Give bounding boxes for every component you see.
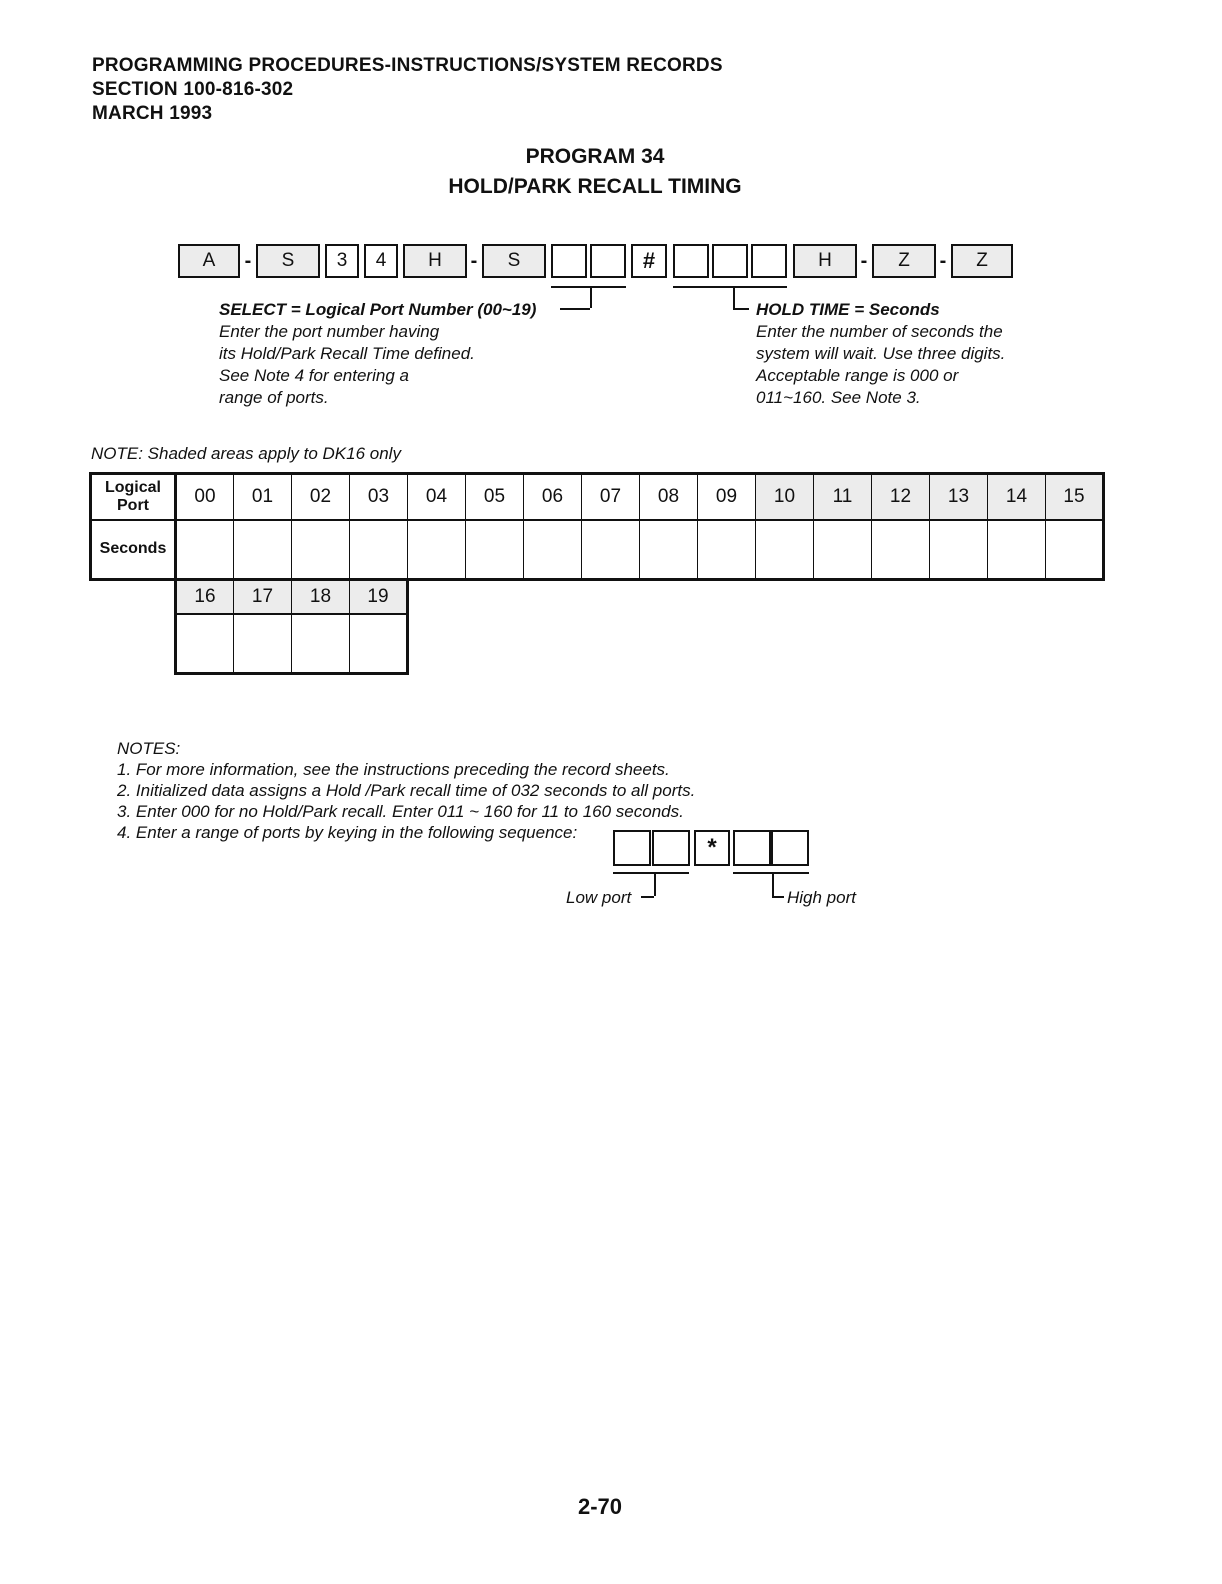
hold-bracket (673, 286, 787, 288)
hold-heading: HOLD TIME = Seconds (756, 300, 940, 319)
select-bracket-arm (560, 308, 590, 310)
key-box-z: Z (872, 244, 936, 278)
table-row (176, 614, 408, 674)
document-header (92, 54, 723, 126)
key-box-3: 3 (325, 244, 359, 278)
header-line-2: SECTION 100-816-302 (92, 79, 294, 100)
table-row (91, 474, 1104, 520)
port-cell-shaded: 16 (176, 580, 234, 614)
port-cell-shaded: 18 (292, 580, 350, 614)
port-cell: 01 (234, 474, 292, 520)
low-port-digit-box (652, 830, 690, 866)
seconds-cell[interactable] (234, 520, 292, 580)
note-item: 2. Initialized data assigns a Hold /Park recall time of 032 seconds to all ports. (117, 781, 696, 800)
header-line-1: PROGRAMMING PROCEDURES-INSTRUCTIONS/SYSTEM RECORDS (92, 55, 723, 76)
high-port-label: High port (787, 888, 856, 907)
port-cell-shaded: 10 (756, 474, 814, 520)
seconds-cell[interactable] (176, 520, 234, 580)
seconds-cell[interactable] (756, 520, 814, 580)
select-line: range of ports. (219, 388, 329, 407)
key-separator: - (860, 249, 868, 272)
hold-description (756, 299, 1005, 409)
port-cell-shaded: 11 (814, 474, 872, 520)
port-cell: 00 (176, 474, 234, 520)
star-key-box: * (694, 830, 730, 866)
port-cell: 05 (466, 474, 524, 520)
record-table (89, 472, 1105, 581)
high-port-digit-box (733, 830, 771, 866)
port-cell: 07 (582, 474, 640, 520)
seconds-cell[interactable] (814, 520, 872, 580)
key-separator: - (244, 249, 252, 272)
seconds-cell[interactable] (582, 520, 640, 580)
hold-line: 011~160. See Note 3. (756, 388, 921, 407)
key-box-4: 4 (364, 244, 398, 278)
hold-line: system will wait. Use three digits. (756, 344, 1006, 363)
seconds-cell[interactable] (698, 520, 756, 580)
page-title (0, 142, 1190, 202)
table-row (176, 580, 408, 614)
header-line-3: MARCH 1993 (92, 103, 213, 124)
port-cell-shaded: 15 (1046, 474, 1104, 520)
low-port-label: Low port (566, 888, 632, 907)
note-item: 1. For more information, see the instructions preceding the record sheets. (117, 760, 670, 779)
low-port-bracket-arm (641, 896, 654, 898)
seconds-cell[interactable] (640, 520, 698, 580)
hold-line: Acceptable range is 000 or (756, 366, 959, 385)
high-port-bracket-stem (772, 872, 774, 896)
shade-note: NOTE: Shaded areas apply to DK16 only (91, 444, 401, 463)
port-cell: 09 (698, 474, 756, 520)
port-cell-shaded: 14 (988, 474, 1046, 520)
key-box-h: H (403, 244, 467, 278)
seconds-cell[interactable] (466, 520, 524, 580)
title-line-1: PROGRAM 34 (525, 145, 665, 168)
select-description (219, 299, 536, 409)
title-line-2: HOLD/PARK RECALL TIMING (448, 175, 742, 198)
hold-digit-box (673, 244, 709, 278)
select-bracket (551, 286, 626, 288)
select-bracket-stem (590, 286, 592, 308)
select-digit-box (551, 244, 587, 278)
select-heading: SELECT = Logical Port Number (00~19) (219, 300, 537, 319)
port-cell-shaded: 12 (872, 474, 930, 520)
hold-digit-box (751, 244, 787, 278)
port-cell: 08 (640, 474, 698, 520)
seconds-cell[interactable] (292, 614, 350, 674)
select-line: Enter the port number having (219, 322, 440, 341)
key-separator: - (939, 249, 947, 272)
seconds-cell[interactable] (1046, 520, 1104, 580)
page-number: 2-70 (577, 1494, 623, 1519)
select-line: See Note 4 for entering a (219, 366, 409, 385)
table-row (91, 520, 1104, 580)
notes-section (117, 738, 695, 843)
seconds-cell[interactable] (524, 520, 582, 580)
seconds-cell[interactable] (408, 520, 466, 580)
notes-heading: NOTES: (117, 739, 181, 758)
hold-digit-box (712, 244, 748, 278)
port-cell-shaded: 13 (930, 474, 988, 520)
port-cell: 06 (524, 474, 582, 520)
seconds-cell[interactable] (350, 614, 408, 674)
select-line: its Hold/Park Recall Time defined. (219, 344, 475, 363)
port-cell: 02 (292, 474, 350, 520)
hold-bracket-stem (733, 286, 735, 308)
seconds-cell[interactable] (176, 614, 234, 674)
key-box-a: A (178, 244, 240, 278)
key-box-h2: H (793, 244, 857, 278)
high-port-bracket-arm (772, 896, 784, 898)
seconds-cell[interactable] (350, 520, 408, 580)
low-port-digit-box (613, 830, 651, 866)
port-cell-shaded: 17 (234, 580, 292, 614)
seconds-cell[interactable] (930, 520, 988, 580)
key-box-hash: # (631, 244, 667, 278)
seconds-cell[interactable] (872, 520, 930, 580)
seconds-cell[interactable] (292, 520, 350, 580)
row-header-seconds: Seconds (91, 520, 176, 580)
key-box-z2: Z (951, 244, 1013, 278)
low-port-bracket (613, 872, 689, 874)
select-digit-box (590, 244, 626, 278)
key-box-s2: S (482, 244, 546, 278)
hold-bracket-arm (733, 308, 749, 310)
seconds-cell[interactable] (234, 614, 292, 674)
high-port-bracket (733, 872, 809, 874)
key-box-s: S (256, 244, 320, 278)
key-separator: - (470, 249, 478, 272)
seconds-cell[interactable] (988, 520, 1046, 580)
port-cell-shaded: 19 (350, 580, 408, 614)
hold-line: Enter the number of seconds the (756, 322, 1003, 341)
high-port-digit-box (771, 830, 809, 866)
row-header-logical-port: Logical Port (91, 474, 176, 520)
low-port-bracket-stem (654, 872, 656, 896)
port-cell: 03 (350, 474, 408, 520)
port-cell: 04 (408, 474, 466, 520)
note-item: 3. Enter 000 for no Hold/Park recall. Enter 011 ~ 160 for 11 to 160 seconds. (117, 802, 684, 821)
note-item: 4. Enter a range of ports by keying in the following sequence: (117, 823, 578, 842)
record-table-extension (174, 578, 409, 675)
